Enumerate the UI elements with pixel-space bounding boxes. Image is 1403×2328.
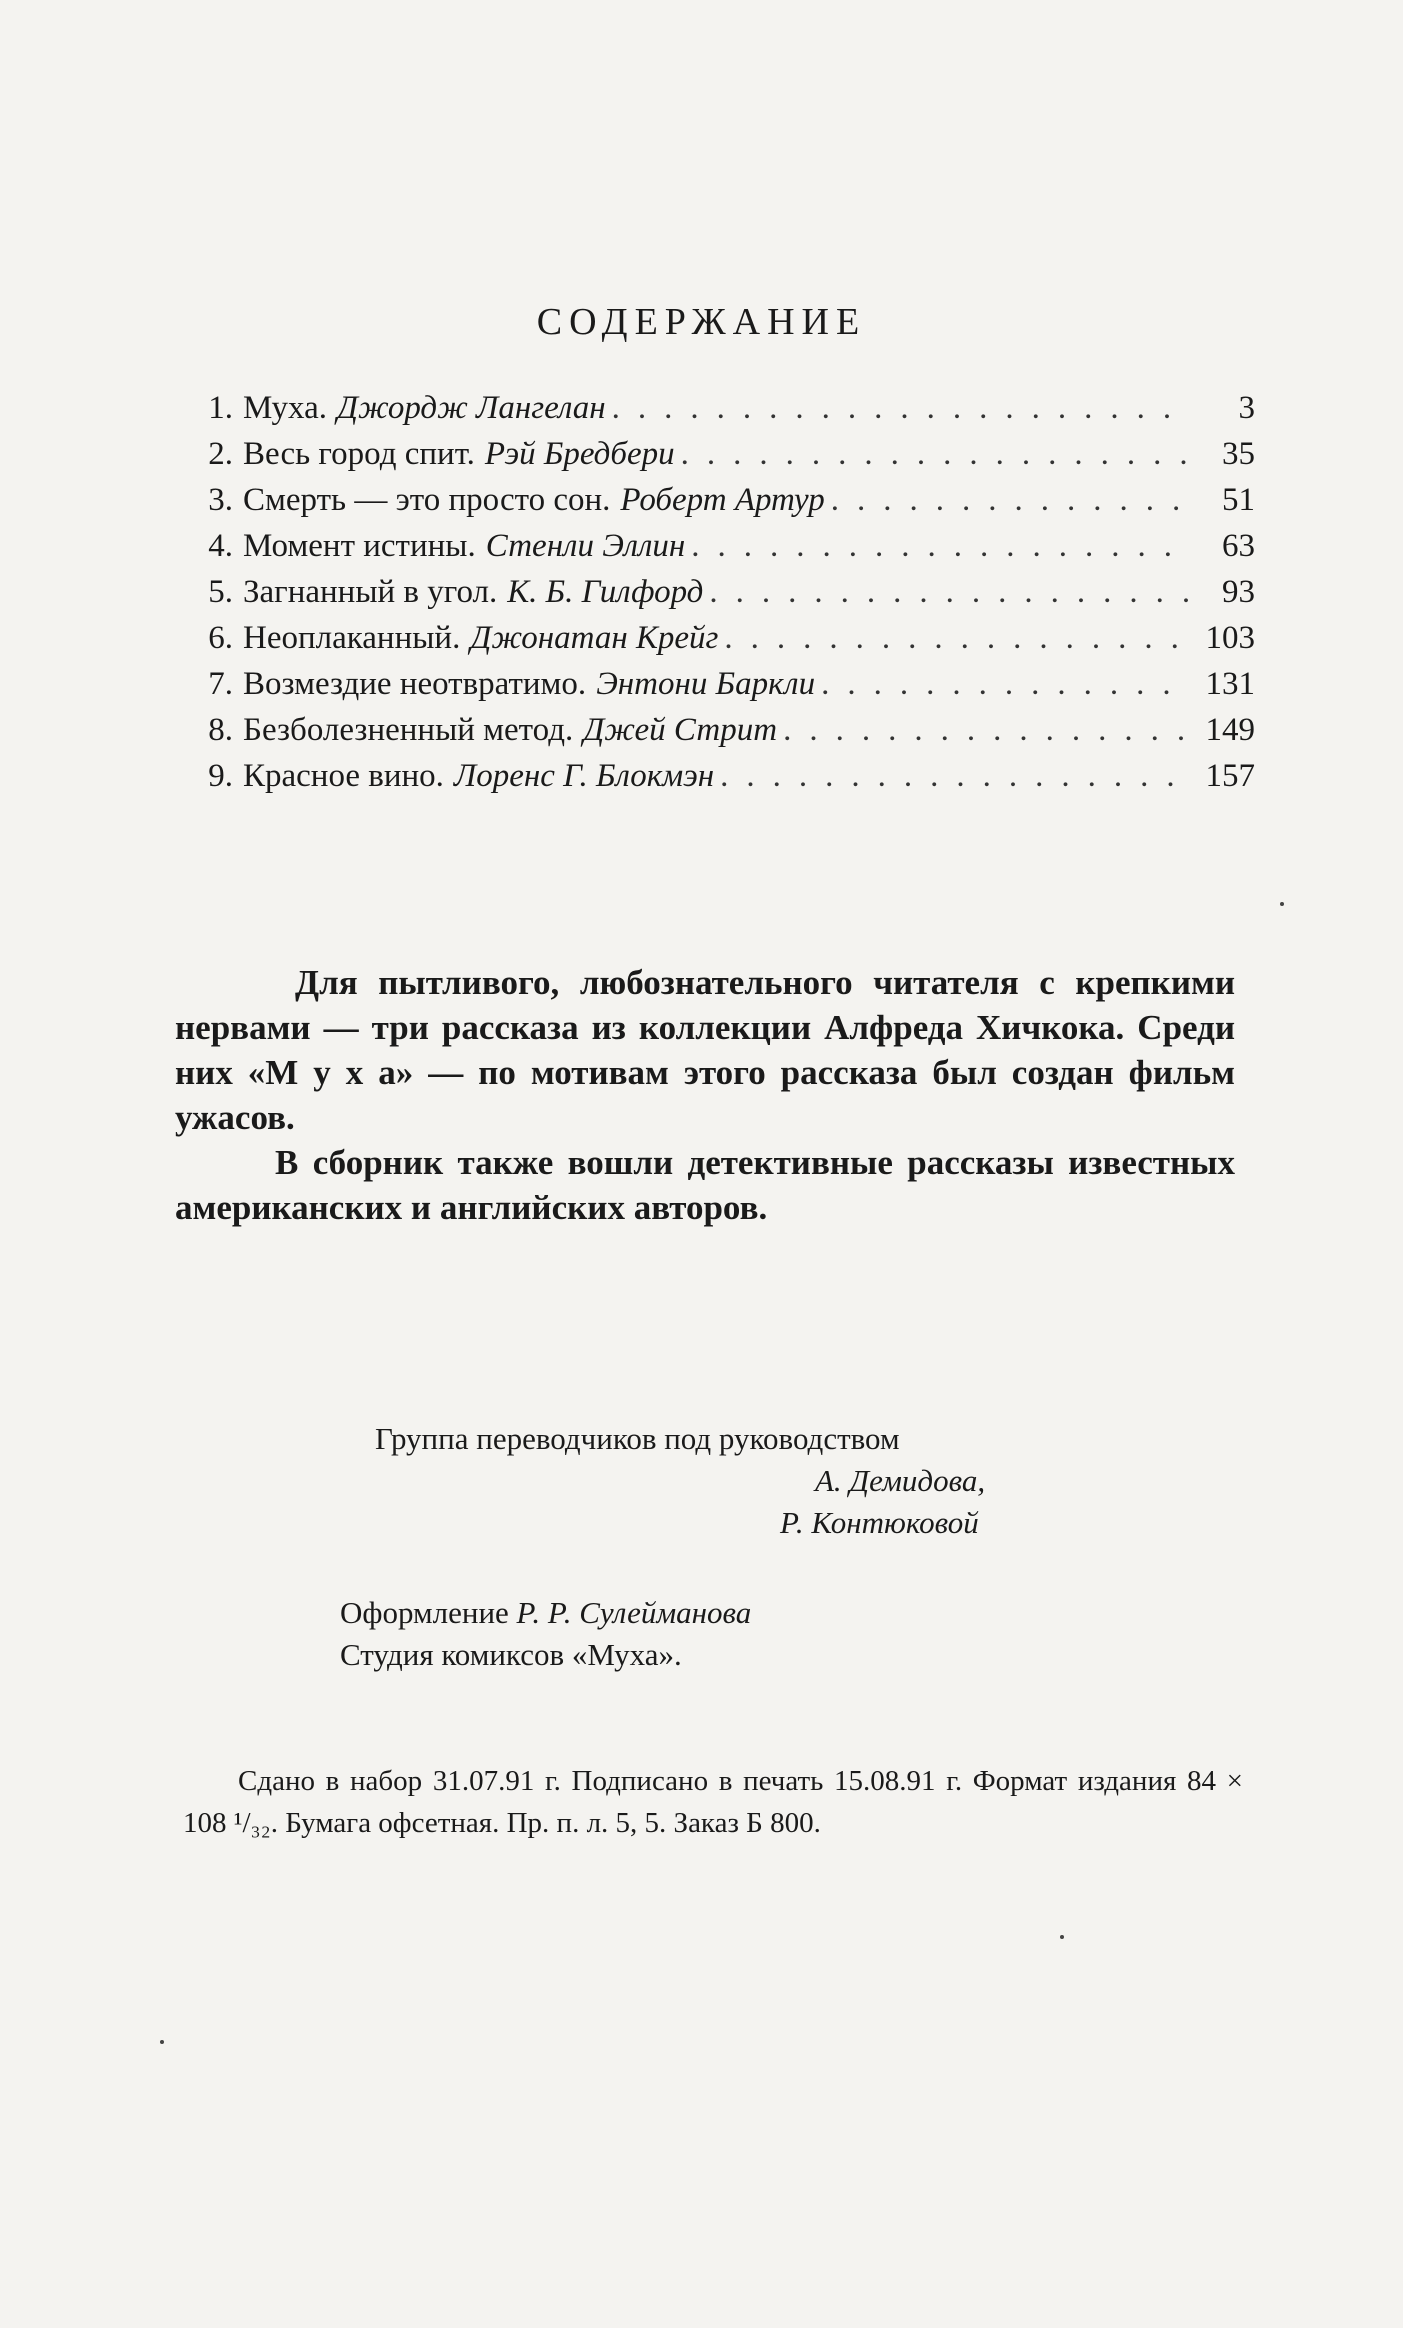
toc-item-page: 63: [1222, 528, 1255, 564]
toc-item-title: Безболезненный метод.: [243, 712, 574, 748]
toc-item-title: Весь город спит.: [243, 436, 475, 472]
toc-item-number: 2.: [208, 436, 233, 472]
toc-item-number: 8.: [208, 712, 233, 748]
toc-item-title: Возмездие неотвратимо.: [243, 666, 587, 702]
toc-item-number: 7.: [208, 666, 233, 702]
translator-name: А. Демидова,: [815, 1463, 986, 1498]
toc-item-author: Джонатан Крейг: [470, 620, 719, 656]
toc-item-author: Лоренс Г. Блокмэн: [453, 758, 715, 794]
credits-line: Группа переводчиков под руководством: [375, 1421, 900, 1456]
toc-leader-dots: [724, 615, 1189, 661]
toc-leader-dots: [691, 523, 1189, 569]
translator-name: Р. Контюковой: [780, 1505, 979, 1540]
toc-item: [185, 431, 1255, 477]
studio-line: Студия комиксов «Муха».: [340, 1637, 682, 1672]
toc-item-title: Момент истины.: [243, 528, 476, 564]
toc-item-page: 3: [1238, 390, 1255, 426]
annotation-paragraph: Для пытливого, любознательного читателя с крепкими нервами — три рассказа из коллекции Алфреда Хичкока. Среди них «М у х а» — по мотивам этого рассказа был создан фильм ужасов.: [175, 963, 1235, 1137]
toc-item-author: Джей Стрит: [583, 712, 778, 748]
toc-leader-dots: [720, 753, 1189, 799]
toc-item-author: К. Б. Гилфорд: [507, 574, 704, 610]
toc-leader-dots: [821, 661, 1189, 707]
toc-item-author: Энтони Баркли: [596, 666, 816, 702]
print-speck: [1280, 902, 1284, 906]
toc-item-title: Красное вино.: [243, 758, 444, 794]
toc-item-page: 51: [1222, 482, 1255, 518]
toc-heading: СОДЕРЖАНИЕ: [536, 301, 867, 343]
toc-item: [185, 753, 1255, 799]
toc-item-title: Смерть — это просто сон.: [243, 482, 611, 518]
toc-item: [185, 661, 1255, 707]
toc-item-number: 3.: [208, 482, 233, 518]
toc-item-title: Загнанный в угол.: [243, 574, 498, 610]
toc-item-page: 103: [1205, 620, 1255, 656]
toc-item: [185, 523, 1255, 569]
toc-item: [185, 385, 1255, 431]
toc-item-number: 1.: [208, 390, 233, 426]
toc-item-author: Стенли Эллин: [485, 528, 686, 564]
toc-item-page: 157: [1205, 758, 1255, 794]
print-speck: [1060, 1935, 1064, 1939]
toc-item-page: 35: [1222, 436, 1255, 472]
toc-item-number: 6.: [208, 620, 233, 656]
translators-credits: [375, 1418, 1075, 1544]
table-of-contents: [185, 385, 1255, 799]
toc-leader-dots: [831, 477, 1189, 523]
toc-item-page: 149: [1205, 712, 1255, 748]
toc-item: [185, 477, 1255, 523]
designer-name: Р. Р. Сулейманова: [516, 1595, 752, 1630]
toc-item: [185, 615, 1255, 661]
book-annotation: [175, 960, 1235, 1230]
toc-item-author: Рэй Бредбери: [484, 436, 675, 472]
print-speck: [160, 2040, 164, 2044]
imprint: [183, 1760, 1243, 1844]
toc-leader-dots: [709, 569, 1189, 615]
toc-item-page: 131: [1205, 666, 1255, 702]
toc-leader-dots: [783, 707, 1189, 753]
toc-item: [185, 707, 1255, 753]
toc-item: [185, 569, 1255, 615]
toc-item-number: 4.: [208, 528, 233, 564]
toc-leader-dots: [612, 385, 1189, 431]
toc-item-number: 5.: [208, 574, 233, 610]
toc-item-author: Роберт Артур: [620, 482, 825, 518]
design-line: [340, 1592, 751, 1634]
toc-item-title: Муха.: [243, 390, 327, 426]
toc-item-page: 93: [1222, 574, 1255, 610]
toc-item-title: Неоплаканный.: [243, 620, 461, 656]
design-credits: [340, 1592, 751, 1676]
toc-item-author: Джордж Лангелан: [336, 390, 606, 426]
design-label: Оформление: [340, 1595, 509, 1630]
toc-leader-dots: [681, 431, 1189, 477]
annotation-paragraph: В сборник также вошли детективные рассказы известных американских и английских авторов.: [175, 1143, 1235, 1227]
imprint-text: Сдано в набор 31.07.91 г. Подписано в печать 15.08.91 г. Формат издания 84 × 108 ¹/₃₂. Бумага офсетная. Пр. п. л. 5, 5. Заказ Б 800.: [183, 1765, 1243, 1839]
toc-item-number: 9.: [208, 758, 233, 794]
